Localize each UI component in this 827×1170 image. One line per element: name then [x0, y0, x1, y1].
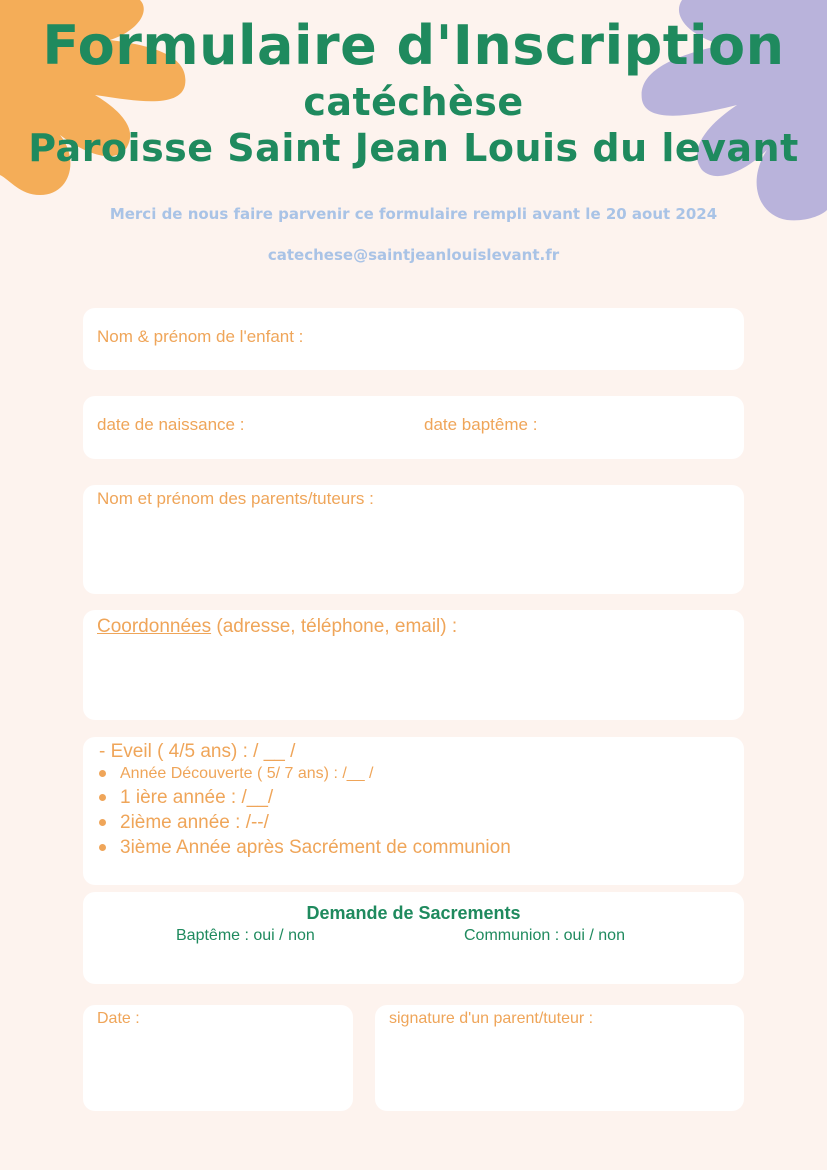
bullet-icon	[99, 770, 106, 777]
level-decouverte[interactable]: Année Découverte ( 5/ 7 ans) : /__ /	[99, 765, 511, 783]
contact-email[interactable]: catechese@saintjeanlouislevant.fr	[267, 246, 560, 264]
coordinates-heading: Coordonnées	[97, 616, 212, 637]
level-second-year[interactable]: 2ième année : /--/	[99, 812, 511, 834]
dates-card[interactable]	[83, 396, 744, 459]
parish-name: Paroisse Saint Jean Louis du levant	[28, 126, 799, 170]
child-name-label: Nom & prénom de l'enfant :	[97, 327, 304, 346]
communion-choice[interactable]: Communion : oui / non	[464, 927, 625, 944]
levels-list	[99, 741, 511, 859]
coordinates-label	[97, 616, 457, 638]
baptism-choice[interactable]: Baptême : oui / non	[176, 927, 315, 944]
parents-label: Nom et prénom des parents/tuteurs :	[97, 489, 374, 508]
parents-card[interactable]	[83, 485, 744, 594]
deadline-text: Merci de nous faire parvenir ce formulaire rempli avant le 20 aout 2024	[109, 205, 718, 223]
form-subtitle: catéchèse	[303, 80, 524, 124]
signature-card[interactable]	[375, 1005, 744, 1111]
bullet-icon	[99, 794, 106, 801]
level-eveil[interactable]: - Eveil ( 4/5 ans) : / __ /	[99, 741, 296, 762]
form-title: Formulaire d'Inscription	[42, 14, 785, 77]
bullet-icon	[99, 844, 106, 851]
coordinates-detail: (adresse, téléphone, email) :	[211, 616, 458, 637]
sacraments-card[interactable]	[83, 892, 744, 984]
date-card[interactable]	[83, 1005, 353, 1111]
bullet-icon	[99, 819, 106, 826]
date-label: Date :	[97, 1010, 140, 1027]
birth-date-label: date de naissance :	[97, 415, 245, 434]
coordinates-card[interactable]	[83, 610, 744, 720]
sacraments-title: Demande de Sacrements	[306, 903, 521, 923]
signature-label: signature d'un parent/tuteur :	[389, 1010, 594, 1027]
baptism-date-label: date baptême :	[424, 415, 538, 434]
level-third-year[interactable]: 3ième Année après Sacrément de communion	[99, 837, 511, 859]
child-name-card[interactable]	[83, 308, 744, 370]
levels-card[interactable]	[83, 737, 744, 885]
level-first-year[interactable]: 1 ière année : /__/	[99, 787, 511, 809]
